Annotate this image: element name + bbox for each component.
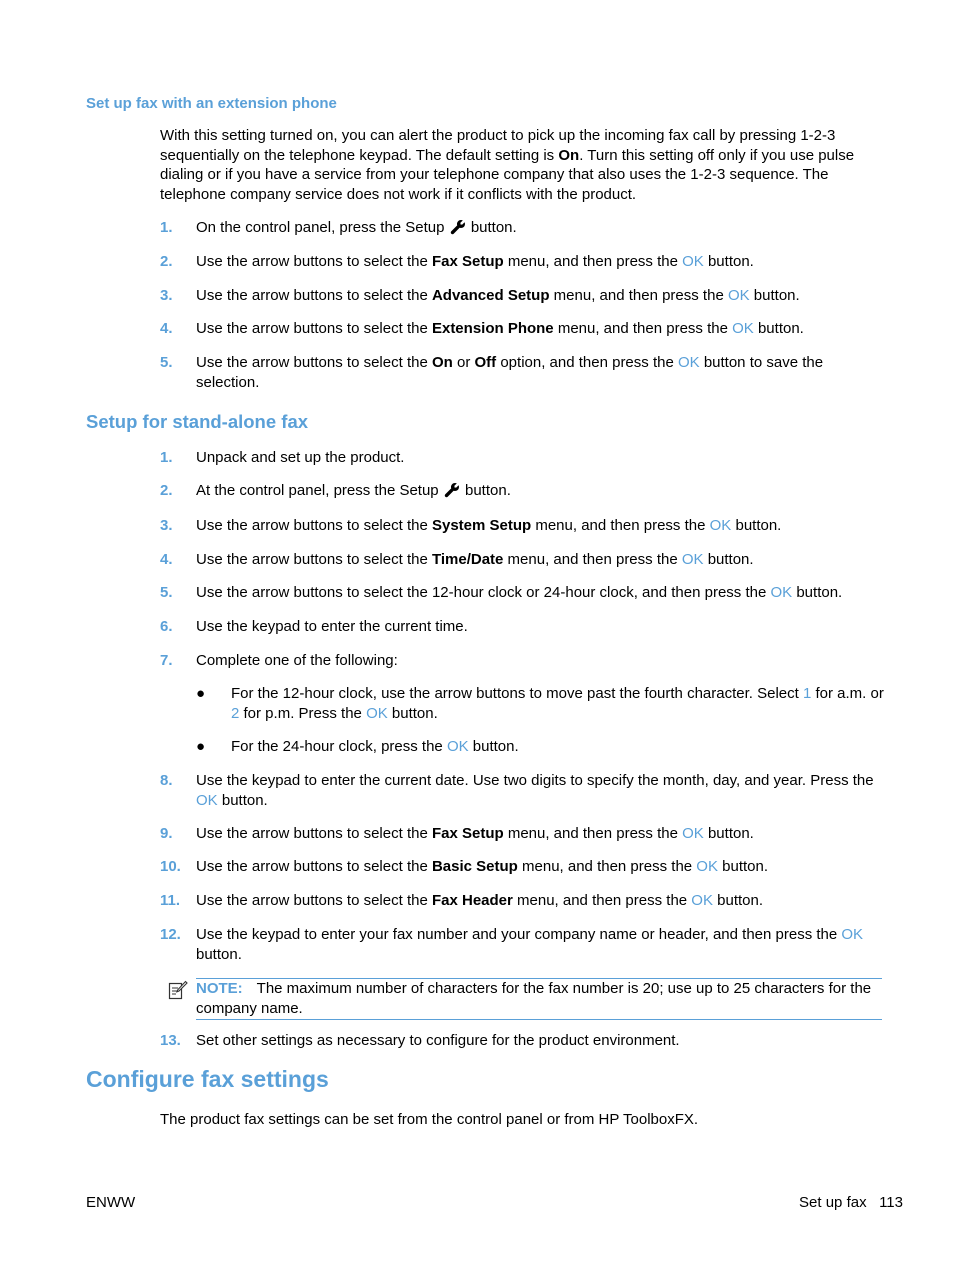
ok-keyword: OK (696, 858, 718, 875)
text-run: For the 24-hour clock, press the (231, 738, 447, 755)
menu-name: Basic Setup (431, 858, 518, 875)
ok-keyword: OK (732, 320, 754, 337)
text-run: With this setting turned on, you can alert the product to pick up the incoming fax call by pressing 1-2-3 sequentially on the telephone keypad. The default setting is (160, 127, 836, 164)
step-number: 7. (160, 652, 173, 669)
step-number: 12. (160, 926, 181, 943)
text-run: option, and then press the (496, 354, 678, 371)
menu-name: Fax Setup (431, 825, 504, 842)
text-run: button. (792, 584, 843, 601)
list-item (160, 857, 884, 877)
step-text (196, 448, 884, 468)
text-run: menu, and then press the (512, 892, 692, 909)
text-run: button. (468, 738, 519, 755)
note-icon (168, 980, 188, 1000)
ok-keyword: OK (446, 738, 469, 755)
text-run: Use the arrow buttons to select the (196, 354, 432, 371)
text-run: Use the arrow buttons to select the (196, 253, 432, 270)
text-run: button to save the selection. (196, 354, 824, 391)
note-label: NOTE: (196, 980, 243, 997)
step-number: 2. (160, 482, 173, 499)
text-run: button. (196, 945, 242, 963)
list-item (160, 771, 884, 810)
note-box (196, 978, 882, 1020)
step-number: 11. (160, 892, 181, 909)
text-run: menu, and then press the (503, 825, 683, 842)
text-run: . Turn this setting off only if you use pulse dialing or if you have a service from your telephone company that also uses the 1-2-3 sequence. The telephone company service does not work if it conflicts with the product. (160, 146, 855, 203)
step-number: 1. (160, 449, 173, 466)
step-text (196, 550, 884, 570)
menu-name: Extension Phone (431, 320, 554, 337)
step-text (196, 481, 884, 501)
section-heading-extension-phone: Set up fax with an extension phone (86, 95, 337, 112)
list-item (160, 319, 884, 339)
text-run: button. (749, 287, 800, 304)
menu-name: Advanced Setup (431, 287, 550, 304)
step-number: 9. (160, 825, 173, 842)
bullet-item (196, 737, 884, 757)
list-item (160, 651, 884, 671)
text-run: Use the arrow buttons to select the (196, 825, 432, 842)
list-item (160, 891, 884, 911)
text-run: menu, and then press the (517, 858, 697, 875)
text-run: button. (703, 551, 754, 568)
text-run: menu, and then press the (503, 551, 682, 568)
text-run: button. (466, 219, 517, 236)
menu-name: Fax Setup (431, 253, 504, 270)
text-run: button. (753, 320, 804, 337)
list-item (160, 550, 884, 570)
ok-keyword: OK (841, 926, 864, 943)
intro-paragraph (160, 126, 884, 204)
text-run: or (452, 354, 475, 371)
ok-keyword: OK (366, 704, 388, 722)
text-run: button. (703, 253, 754, 270)
step-number: 8. (160, 772, 173, 789)
step-text (196, 824, 884, 844)
list-item (160, 218, 884, 238)
configure-paragraph: The product fax settings can be set from the control panel or from HP ToolboxFX. (160, 1111, 699, 1128)
bullet-icon: ● (196, 738, 206, 755)
text-run: Use the keypad to enter your fax number and your company name or header, and then press the (196, 926, 842, 943)
step-text (196, 319, 884, 339)
text-run: button. (387, 704, 438, 722)
step-text (196, 286, 884, 306)
step-text (196, 516, 884, 536)
step-number: 4. (160, 551, 173, 568)
text-run: for a.m. or (811, 685, 884, 702)
text-run: Use the arrow buttons to select the (196, 517, 432, 534)
menu-name: System Setup (431, 517, 532, 534)
text-run: button. (460, 482, 511, 499)
text-run: Use the arrow buttons to select the (196, 287, 432, 304)
text-run: button. (717, 858, 769, 875)
text-run: button. (703, 825, 754, 842)
step-number: 5. (160, 354, 173, 371)
text-run: Use the arrow buttons to select the (196, 858, 432, 875)
text-run: menu, and then press the (531, 517, 710, 534)
ok-keyword: OK (681, 551, 704, 568)
step-text (196, 1031, 884, 1051)
text-run: menu, and then press the (549, 287, 728, 304)
step-number: 10. (160, 858, 181, 875)
text-run: Use the arrow buttons to select the (196, 551, 432, 568)
list-item (160, 824, 884, 844)
text-run: Use the keypad to enter the current date. Use two digits to specify the month, day, and year. Press the (196, 772, 874, 789)
ok-keyword: 1 (802, 685, 812, 702)
section-heading-configure-fax: Configure fax settings (86, 1066, 329, 1092)
list-item (160, 617, 884, 637)
menu-name: Off (474, 354, 497, 371)
list-item (160, 1031, 884, 1051)
step-text (196, 617, 884, 637)
step-text (196, 891, 884, 911)
step-text (196, 218, 884, 238)
ok-keyword: OK (709, 517, 732, 534)
text-run: Use the arrow buttons to select the (196, 320, 432, 337)
step-number: 1. (160, 219, 173, 236)
step-text (196, 252, 884, 272)
list-item (160, 252, 884, 272)
step-text (196, 583, 884, 603)
step-number: 13. (160, 1032, 181, 1049)
step-text (196, 651, 884, 671)
step-number: 3. (160, 287, 173, 304)
text-run: Use the arrow buttons to select the (196, 892, 432, 909)
wrench-icon (450, 219, 466, 235)
list-item (160, 481, 884, 501)
step-text (196, 353, 884, 392)
text-run: button. (731, 517, 782, 534)
step-number: 2. (160, 253, 173, 270)
text-run: menu, and then press the (503, 253, 683, 270)
ok-keyword: OK (691, 892, 713, 909)
section-heading-stand-alone-fax: Setup for stand-alone fax (86, 411, 309, 432)
ok-keyword: OK (682, 253, 704, 270)
ok-keyword: OK (727, 287, 750, 304)
menu-name: Time/Date (431, 551, 504, 568)
list-item (160, 925, 884, 964)
step-number: 5. (160, 584, 173, 601)
ok-keyword: OK (770, 584, 793, 601)
text-run: Complete one of the following: (196, 652, 398, 669)
text-run: button. (712, 892, 764, 909)
footer-left: ENWW (86, 1194, 136, 1211)
ok-keyword: OK (677, 354, 700, 371)
text-run: Use the keypad to enter the current time. (196, 618, 468, 635)
text-run: Use the arrow buttons to select the 12-hour clock or 24-hour clock, and then press the (196, 584, 771, 601)
bullet-item (196, 684, 884, 723)
step-number: 3. (160, 517, 173, 534)
list-item (160, 583, 884, 603)
step-text (196, 857, 884, 877)
footer-page-number: Set up fax 113 (799, 1194, 903, 1211)
ok-keyword: OK (196, 791, 218, 809)
text-run: For the 12-hour clock, use the arrow buttons to move past the fourth character. Select (231, 685, 803, 702)
note-text: The maximum number of characters for the fax number is 20; use up to 25 characters for the company name. (196, 980, 872, 1017)
menu-name: On (558, 146, 580, 164)
text-run: for p.m. Press the (239, 704, 367, 722)
step-number: 4. (160, 320, 173, 337)
text-run: At the control panel, press the Setup (196, 482, 443, 499)
list-item (160, 353, 884, 392)
list-item (160, 516, 884, 536)
ok-keyword: OK (682, 825, 704, 842)
text-run: Set other settings as necessary to configure for the product environment. (196, 1032, 680, 1049)
text-run: On the control panel, press the Setup (196, 219, 449, 236)
list-item (160, 286, 884, 306)
text-run: Unpack and set up the product. (196, 449, 405, 466)
text-run: button. (217, 791, 268, 809)
list-item (160, 448, 884, 468)
menu-name: On (431, 354, 453, 371)
step-text (196, 925, 884, 964)
ok-keyword: 2 (231, 704, 240, 722)
bullet-text (231, 684, 884, 723)
bullet-text (231, 737, 884, 757)
bullet-icon: ● (196, 685, 206, 702)
step-number: 6. (160, 618, 173, 635)
step-text (196, 771, 884, 810)
text-run: menu, and then press the (553, 320, 733, 337)
wrench-icon (444, 482, 460, 498)
menu-name: Fax Header (431, 892, 513, 909)
